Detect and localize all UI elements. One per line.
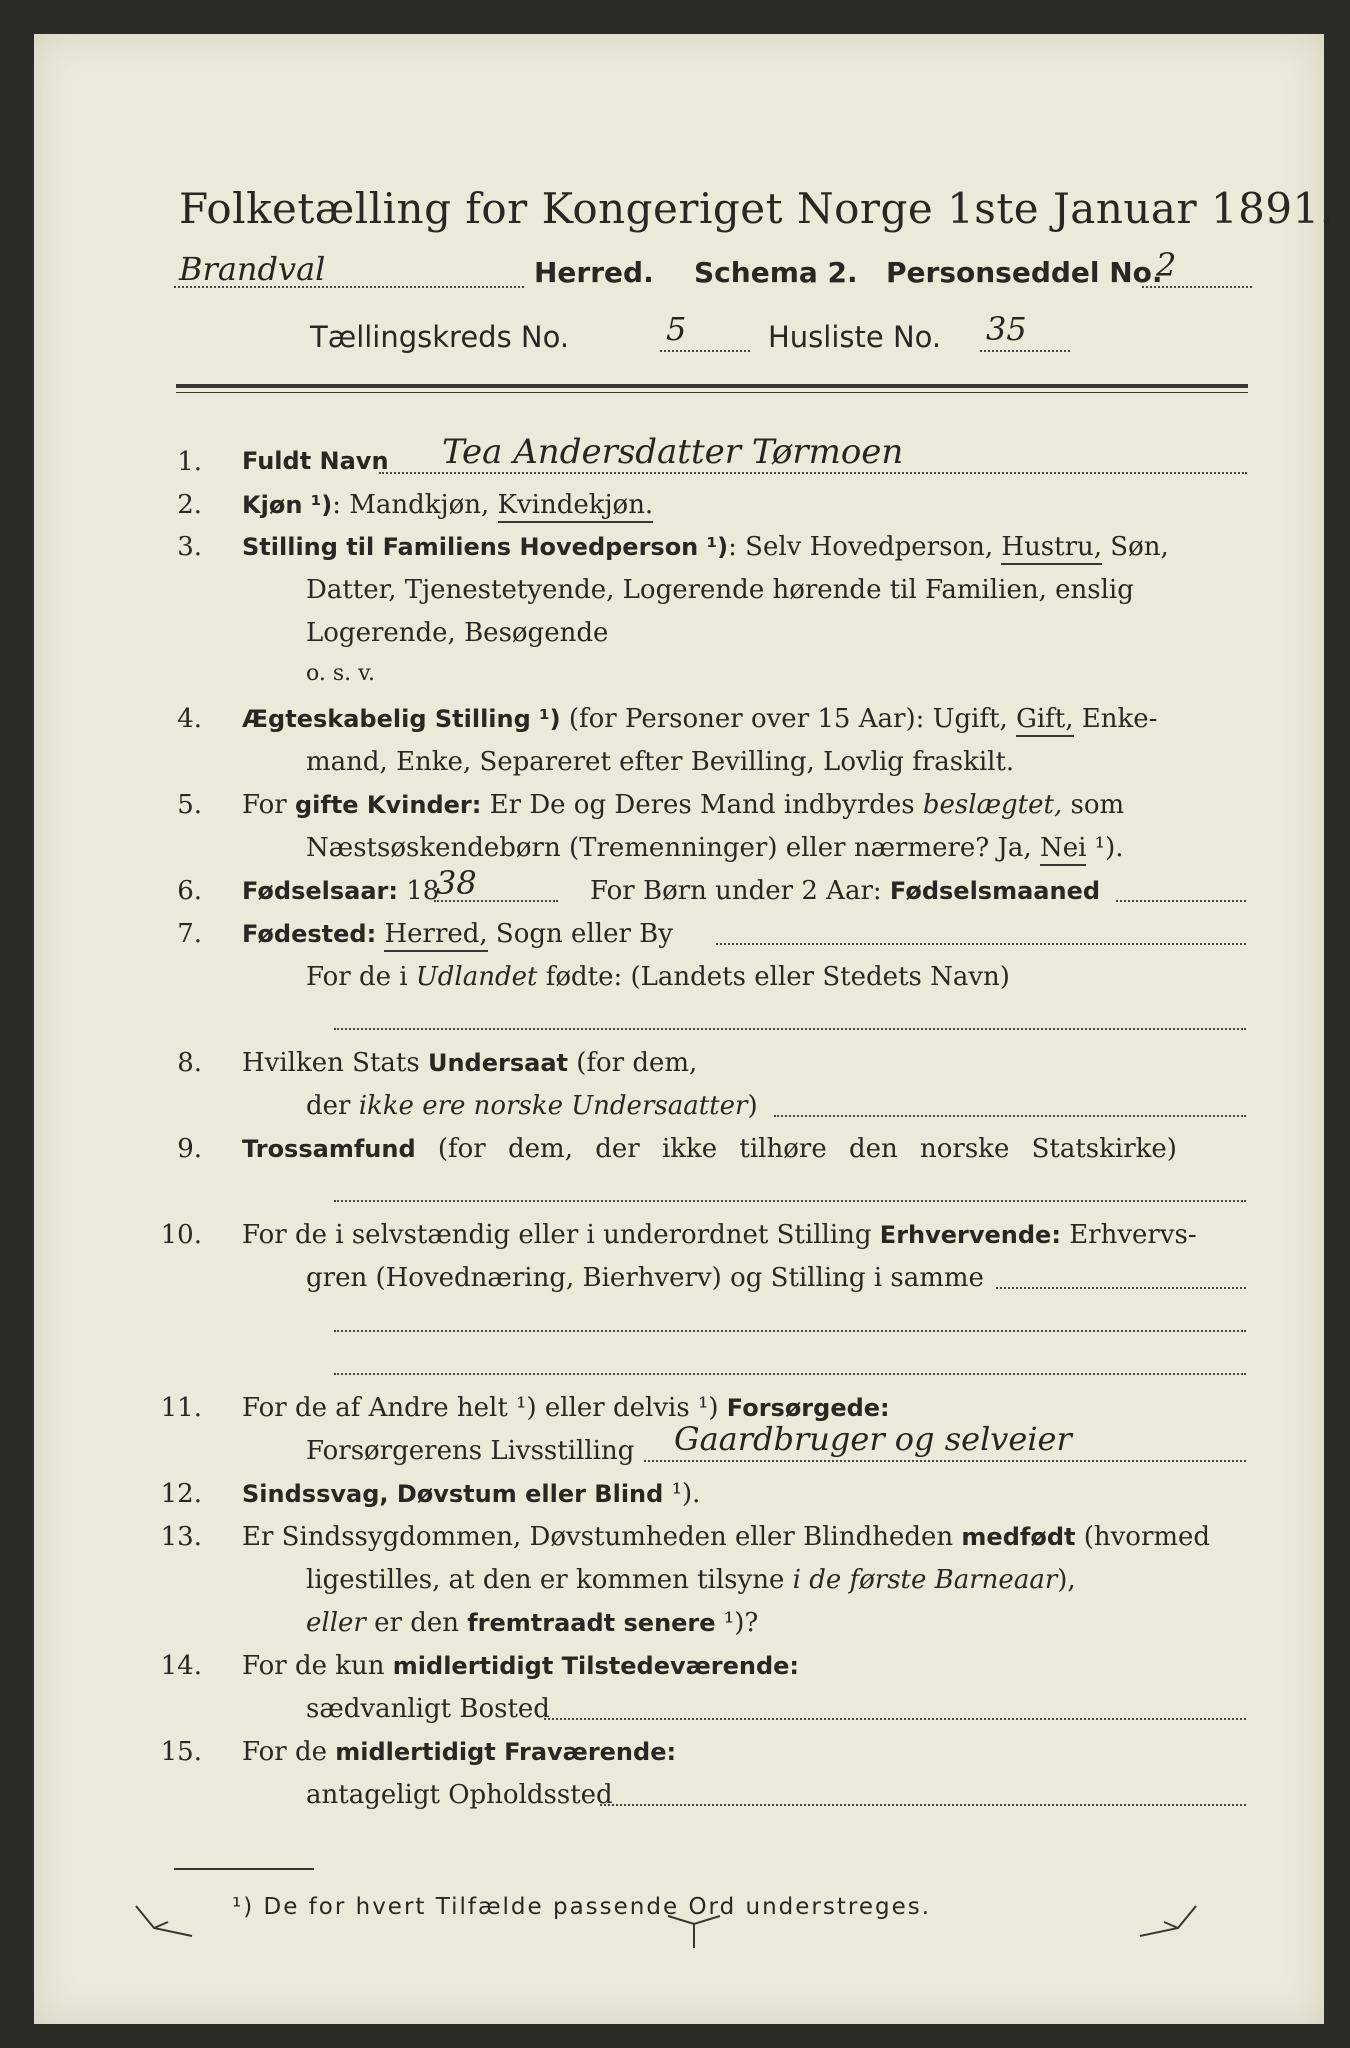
q5-line2-end: ¹). [1086,833,1124,863]
q5-label-a: For [242,790,295,820]
q10-label: Erhvervende: [879,1221,1061,1249]
q13-line1 [242,1522,1210,1552]
q7-label: Fødested: [242,920,377,948]
q7-underlined: Herred, [384,919,487,952]
q13-line2-a: ligestilles, at den er kommen tilsyne [306,1565,793,1595]
q11-line1 [242,1393,890,1423]
q4-underlined: Gift, [1016,704,1073,737]
q8-text-b: (for dem, [567,1048,698,1078]
q3-underlined: Hustru, [1001,532,1102,565]
q1-name-answer: Tea Andersdatter Tørmoen [442,432,904,472]
q7-line2-a: For de i [306,962,416,992]
q15-line1 [242,1737,676,1767]
q6-label2: Fødselsmaaned [889,877,1101,905]
q10-answer-line-2 [334,1373,1246,1375]
q8-line2-italic: ikke ere norske Undersaatter [358,1091,748,1121]
q8-dotted-line [774,1115,1246,1117]
q5-label: gifte Kvinder: [294,791,482,819]
husliste-number: 35 [986,310,1027,348]
q13-line3-a: er den [365,1608,468,1638]
q14-text-a: For de kun [242,1651,393,1681]
q5-text-b: som [1062,790,1125,820]
form-title: Folketælling for Kongeriget Norge 1ste Januar 1891. [179,184,1334,233]
q10-dotted-line [996,1287,1246,1289]
q11-label: Forsørgede: [726,1394,890,1422]
q10-line2: gren (Hovednæring, Bierhverv) og Stilling i samme [306,1263,984,1293]
q6-dotted-line [434,900,558,902]
q8-label: Undersaat [427,1049,568,1077]
q6-year-answer: 38 [436,864,477,902]
q9-text: (for dem, der ikke tilhøre den norske Statskirke) [415,1134,1177,1164]
schema-label: Schema 2. [694,256,858,289]
corner-mark-left [134,1902,194,1942]
item-number: 8. [177,1048,202,1078]
corner-mark-center [664,1910,724,1950]
q4-text-b: Enke- [1073,704,1158,734]
q1-label: Fuldt Navn [242,447,389,475]
footnote: ¹) De for hvert Tilfælde passende Ord understreges. [232,1894,932,1920]
q15-dotted-line [600,1804,1246,1806]
q2-underlined: Kvindekjøn. [498,490,654,523]
item-number: 11. [160,1393,202,1423]
item-number: 5. [177,790,202,820]
q1-dotted-line [379,472,1247,474]
q13-line3-bold: fremtraadt senere [467,1609,716,1637]
footnote-rule [174,1868,314,1870]
q2-text: : Mandkjøn, [332,490,498,520]
item-number: 1. [177,447,202,477]
herred-dotted-line [174,286,524,288]
personseddel-label: Personseddel No. [886,256,1163,289]
q11-text-a: For de af Andre helt ¹) eller delvis ¹) [242,1393,727,1423]
header-rule-thin [176,392,1248,393]
q11-occupation-answer: Gaardbruger og selveier [674,1420,1072,1458]
q13-line3-b: ¹)? [715,1608,759,1638]
q12-line [242,1479,700,1509]
q8-text-a: Hvilken Stats [242,1048,428,1078]
q6-line [242,876,439,906]
q7-line1 [242,919,673,949]
q4-line2: mand, Enke, Separeret efter Bevilling, Lovlig fraskilt. [306,747,1015,777]
q4-text-a: (for Personer over 15 Aar): Ugift, [560,704,1017,734]
item-number: 10. [160,1220,202,1250]
item-number: 12. [160,1479,202,1509]
herred-handwritten: Brandval [179,250,326,288]
q9-line [242,1134,1177,1164]
q5-italic: beslægtet, [922,790,1063,820]
kreds-dotted-line [660,350,750,352]
item-number: 13. [160,1522,202,1552]
item-number: 2. [177,490,202,520]
q14-dotted-line [544,1718,1246,1720]
q6-dotted-line-b [1116,900,1246,902]
item-number: 3. [177,532,202,562]
q10-text-b: Erhvervs- [1060,1220,1197,1250]
q10-line1 [242,1220,1197,1250]
q5-line2-text: Næstsøskendebørn (Tremenninger) eller nærmere? Ja, [306,833,1040,863]
q7-line2-b: fødte: (Landets eller Stedets Navn) [537,962,1010,992]
q14-label: midlertidigt Tilstedeværende: [392,1652,800,1680]
q6-label: Fødselsaar: [242,877,398,905]
q10-answer-line-1 [334,1330,1246,1332]
q4-line1 [242,704,1157,734]
item-number: 4. [177,704,202,734]
census-form-page [34,34,1334,2024]
q13-text-b: (hvormed [1075,1522,1211,1552]
q15-label: midlertidigt Fraværende: [335,1738,677,1766]
q3-line1 [242,532,1169,562]
q11-line2: Forsørgerens Livsstilling [306,1436,635,1466]
q15-text-a: For de [242,1737,336,1767]
q12-text: ¹). [663,1479,701,1509]
q3-label: Stilling til Familiens Hovedperson ¹) [242,533,729,561]
herred-label: Herred. [534,256,654,289]
q6-prefix: 18 [398,876,440,906]
q14-line1 [242,1651,799,1681]
q13-label: medfødt [961,1523,1076,1551]
personseddel-dotted-line [1142,286,1252,288]
q13-text-a: Er Sindssygdommen, Døvstumheden eller Blindheden [242,1522,962,1552]
item-number: 9. [177,1134,202,1164]
q13-line3 [306,1608,758,1638]
q3-text-b: Søn, [1102,532,1169,562]
q6-line-b [590,876,1100,906]
q13-line2-b: ), [1057,1565,1076,1595]
q14-line2: sædvanligt Bosted [306,1694,550,1724]
personseddel-number: 2 [1156,246,1177,284]
q7-line2 [306,962,1010,992]
q8-line2-b: ) [747,1091,758,1121]
q8-line2-a: der [306,1091,359,1121]
item-number: 7. [177,919,202,949]
q5-line1 [242,790,1124,820]
q3-line2: Datter, Tjenestetyende, Logerende hørende til Familien, enslig [306,575,1134,605]
kreds-label: Tællingskreds No. [310,320,570,354]
q3-line4: o. s. v. [306,661,375,686]
q4-label: Ægteskabelig Stilling ¹) [242,705,561,733]
q2-line [242,490,653,520]
q13-line3-italic: eller [306,1608,366,1638]
q7-dotted-line [716,943,1246,945]
q8-line1 [242,1048,697,1078]
q3-line3: Logerende, Besøgende [306,618,609,648]
q9-label: Trossamfund [242,1135,416,1163]
q12-label: Sindssvag, Døvstum eller Blind [242,1480,664,1508]
kreds-number: 5 [666,310,687,348]
husliste-dotted-line [980,350,1070,352]
q11-dotted-line [644,1460,1246,1462]
q3-text-a: : Selv Hovedperson, [728,532,1002,562]
item-number: 15. [160,1737,202,1767]
q15-line2: antageligt Opholdssted [306,1780,613,1810]
header-rule-thick [176,384,1248,388]
q2-label: Kjøn ¹) [242,491,333,519]
q5-text-a: Er De og Deres Mand indbyrdes [481,790,923,820]
q8-line2 [306,1091,758,1121]
q7-text: Sogn eller By [487,919,673,949]
q5-line2 [306,833,1124,863]
husliste-label: Husliste No. [768,320,942,354]
q5-underlined: Nei [1040,833,1086,866]
q7-line2-italic: Udlandet [415,962,538,992]
item-number: 6. [177,876,202,906]
q6-text: For Børn under 2 Aar: [590,876,890,906]
q7-answer-line [334,1028,1246,1030]
corner-mark-right [1138,1902,1198,1942]
q10-text-a: For de i selvstændig eller i underordnet Stilling [242,1220,880,1250]
q13-line2 [306,1565,1076,1595]
q13-line2-italic: i de første Barneaar [792,1565,1058,1595]
q9-answer-line [334,1200,1246,1202]
item-number: 14. [160,1651,202,1681]
